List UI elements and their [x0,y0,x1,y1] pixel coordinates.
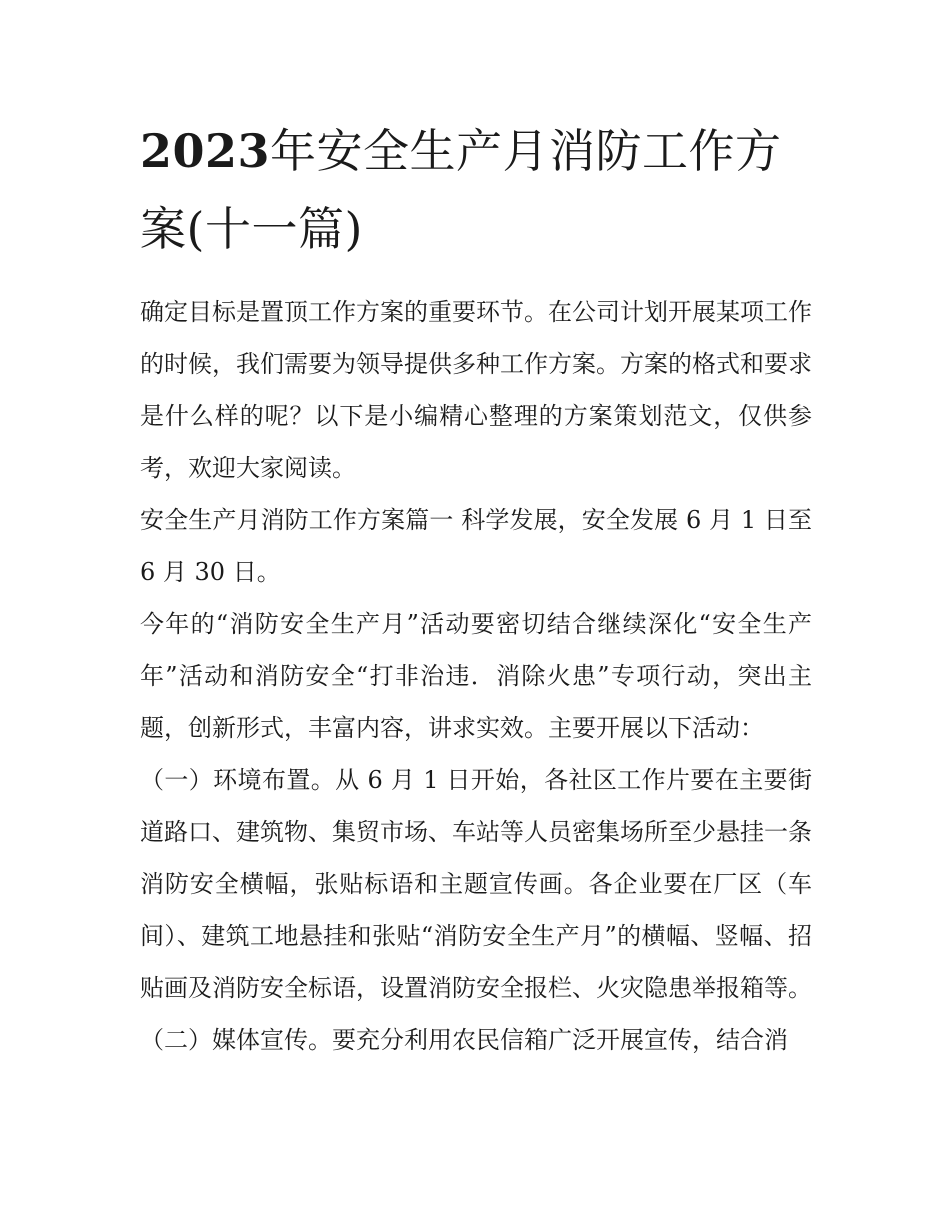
section-heading-paragraph: 安全生产月消防工作方案篇一 科学发展，安全发展 6 月 1 日至 6 月 30 日。 [140,506,812,586]
title-text: 年安全生产月消防工作方案(十一篇) [140,124,782,256]
intro-paragraph: 确定目标是置顶工作方案的重要环节。在公司计划开展某项工作的时候，我们需要为领导提供多种工作方案。方案的格式和要求是什么样的呢？以下是小编精心整理的方案策划范文，仅供参考，欢迎大家阅读。 [140,298,812,482]
media-publicity-paragraph: （二）媒体宣传。要充分利用农民信箱广泛开展宣传，结合消 [140,1026,788,1054]
document-title [140,112,812,268]
document-page [140,112,812,1066]
title-year: 2023 [140,124,271,178]
environment-setup-paragraph: （一）环境布置。从 6 月 1 日开始，各社区工作片要在主要街道路口、建筑物、集贸市场、车站等人员密集场所至少悬挂一条消防安全横幅，张贴标语和主题宣传画。各企业要在厂区（车间）、建筑工地悬挂和张贴“消防安全生产月”的横幅、竖幅、招贴画及消防安全标语，设置消防安全报栏、火灾隐患举报箱等。 [140,766,812,1002]
activity-overview-paragraph: 今年的“消防安全生产月”活动要密切结合继续深化“安全生产年”活动和消防安全“打非治违．消除火患”专项行动，突出主题，创新形式，丰富内容，讲求实效。主要开展以下活动： [140,610,812,742]
